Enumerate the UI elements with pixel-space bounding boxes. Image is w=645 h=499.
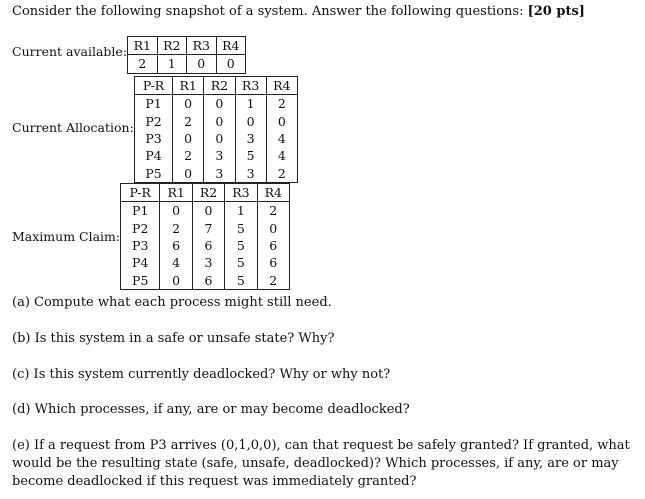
available-value-cell: 2: [128, 55, 158, 73]
allocation-cell: 0: [266, 113, 297, 130]
allocation-row: [135, 147, 298, 164]
max-claim-cell: 5: [225, 271, 257, 289]
allocation-cell: 0: [235, 113, 266, 130]
intro-text: Consider the following snapshot of a system. Answer the following questions:: [12, 4, 528, 19]
available-header-cell: R3: [187, 37, 217, 55]
available-value-cell: 0: [216, 55, 246, 73]
allocation-cell: 3: [204, 164, 235, 182]
allocation-cell: 2: [266, 95, 297, 113]
max-claim-cell: 6: [160, 237, 192, 254]
available-table: [127, 36, 246, 74]
allocation-header-cell: R4: [266, 77, 297, 95]
allocation-cell: 0: [204, 130, 235, 147]
process-cell: P1: [135, 95, 173, 113]
question-d: (d) Which processes, if any, are or may become deadlocked?: [12, 402, 410, 417]
max-claim-row: [121, 220, 290, 237]
available-value-cell: 0: [187, 55, 217, 73]
allocation-header-cell: R2: [204, 77, 235, 95]
allocation-cell: 2: [173, 113, 204, 130]
max-claim-cell: 0: [257, 220, 289, 237]
available-header-row: [128, 37, 246, 55]
max-claim-cell: 0: [160, 202, 192, 220]
allocation-cell: 4: [266, 130, 297, 147]
question-b: (b) Is this system in a safe or unsafe state? Why?: [12, 331, 335, 346]
available-header-cell: R1: [128, 37, 158, 55]
available-header-cell: R2: [157, 37, 187, 55]
allocation-cell: 0: [204, 95, 235, 113]
max-claim-cell: 7: [192, 220, 224, 237]
max-claim-header-cell: R1: [160, 184, 192, 202]
allocation-header-cell: R3: [235, 77, 266, 95]
process-cell: P1: [121, 202, 160, 220]
allocation-cell: 2: [266, 164, 297, 182]
max-claim-header-cell: P-R: [121, 184, 160, 202]
process-cell: P3: [135, 130, 173, 147]
allocation-row: [135, 130, 298, 147]
max-claim-header-cell: R3: [225, 184, 257, 202]
question-c: (c) Is this system currently deadlocked? Why or why not?: [12, 367, 391, 382]
process-cell: P5: [135, 164, 173, 182]
process-cell: P5: [121, 271, 160, 289]
process-cell: P4: [121, 254, 160, 271]
max-claim-cell: 2: [257, 271, 289, 289]
max-claim-cell: 5: [225, 237, 257, 254]
max-claim-row: [121, 254, 290, 271]
process-cell: P3: [121, 237, 160, 254]
allocation-cell: 0: [173, 95, 204, 113]
process-cell: P4: [135, 147, 173, 164]
process-cell: P2: [121, 220, 160, 237]
allocation-cell: 2: [173, 147, 204, 164]
max-claim-cell: 3: [192, 254, 224, 271]
process-cell: P2: [135, 113, 173, 130]
intro-line: [12, 4, 585, 19]
max-claim-cell: 4: [160, 254, 192, 271]
available-header-cell: R4: [216, 37, 246, 55]
allocation-cell: 5: [235, 147, 266, 164]
max-claim-header-cell: R2: [192, 184, 224, 202]
question-e: (e) If a request from P3 arrives (0,1,0,0), can that request be safely granted? If granted, what would be the resulting state (safe, unsafe, deadlocked)? Which processes, if any, are or may become deadlocked if this request was immediately granted?: [12, 438, 630, 489]
max-claim-cell: 2: [160, 220, 192, 237]
max-claim-cell: 1: [225, 202, 257, 220]
max-claim-cell: 0: [192, 202, 224, 220]
question-a: (a) Compute what each process might still need.: [12, 295, 332, 310]
allocation-cell: 3: [235, 164, 266, 182]
max-claim-cell: 0: [160, 271, 192, 289]
allocation-header-cell: R1: [173, 77, 204, 95]
allocation-row: [135, 164, 298, 182]
allocation-cell: 0: [173, 130, 204, 147]
max-claim-row: [121, 237, 290, 254]
allocation-row: [135, 95, 298, 113]
available-value-cell: 1: [157, 55, 187, 73]
allocation-cell: 1: [235, 95, 266, 113]
allocation-header-cell: P-R: [135, 77, 173, 95]
allocation-cell: 4: [266, 147, 297, 164]
allocation-header-row: [135, 77, 298, 95]
max-claim-cell: 2: [257, 202, 289, 220]
max-claim-label: Maximum Claim:: [12, 229, 121, 244]
max-claim-header-row: [121, 184, 290, 202]
allocation-cell: 3: [235, 130, 266, 147]
allocation-cell: 0: [173, 164, 204, 182]
allocation-row: [135, 113, 298, 130]
max-claim-table: [120, 183, 290, 290]
allocation-cell: 0: [204, 113, 235, 130]
max-claim-cell: 5: [225, 254, 257, 271]
allocation-cell: 3: [204, 147, 235, 164]
max-claim-row: [121, 271, 290, 289]
max-claim-cell: 6: [257, 237, 289, 254]
allocation-table: [134, 76, 298, 183]
max-claim-cell: 6: [192, 271, 224, 289]
available-label: Current available:: [12, 44, 128, 59]
points-label: [20 pts]: [527, 4, 585, 19]
max-claim-row: [121, 202, 290, 220]
allocation-label: Current Allocation:: [12, 120, 134, 135]
max-claim-cell: 6: [257, 254, 289, 271]
max-claim-header-cell: R4: [257, 184, 289, 202]
max-claim-cell: 6: [192, 237, 224, 254]
max-claim-cell: 5: [225, 220, 257, 237]
available-values-row: [128, 55, 246, 73]
